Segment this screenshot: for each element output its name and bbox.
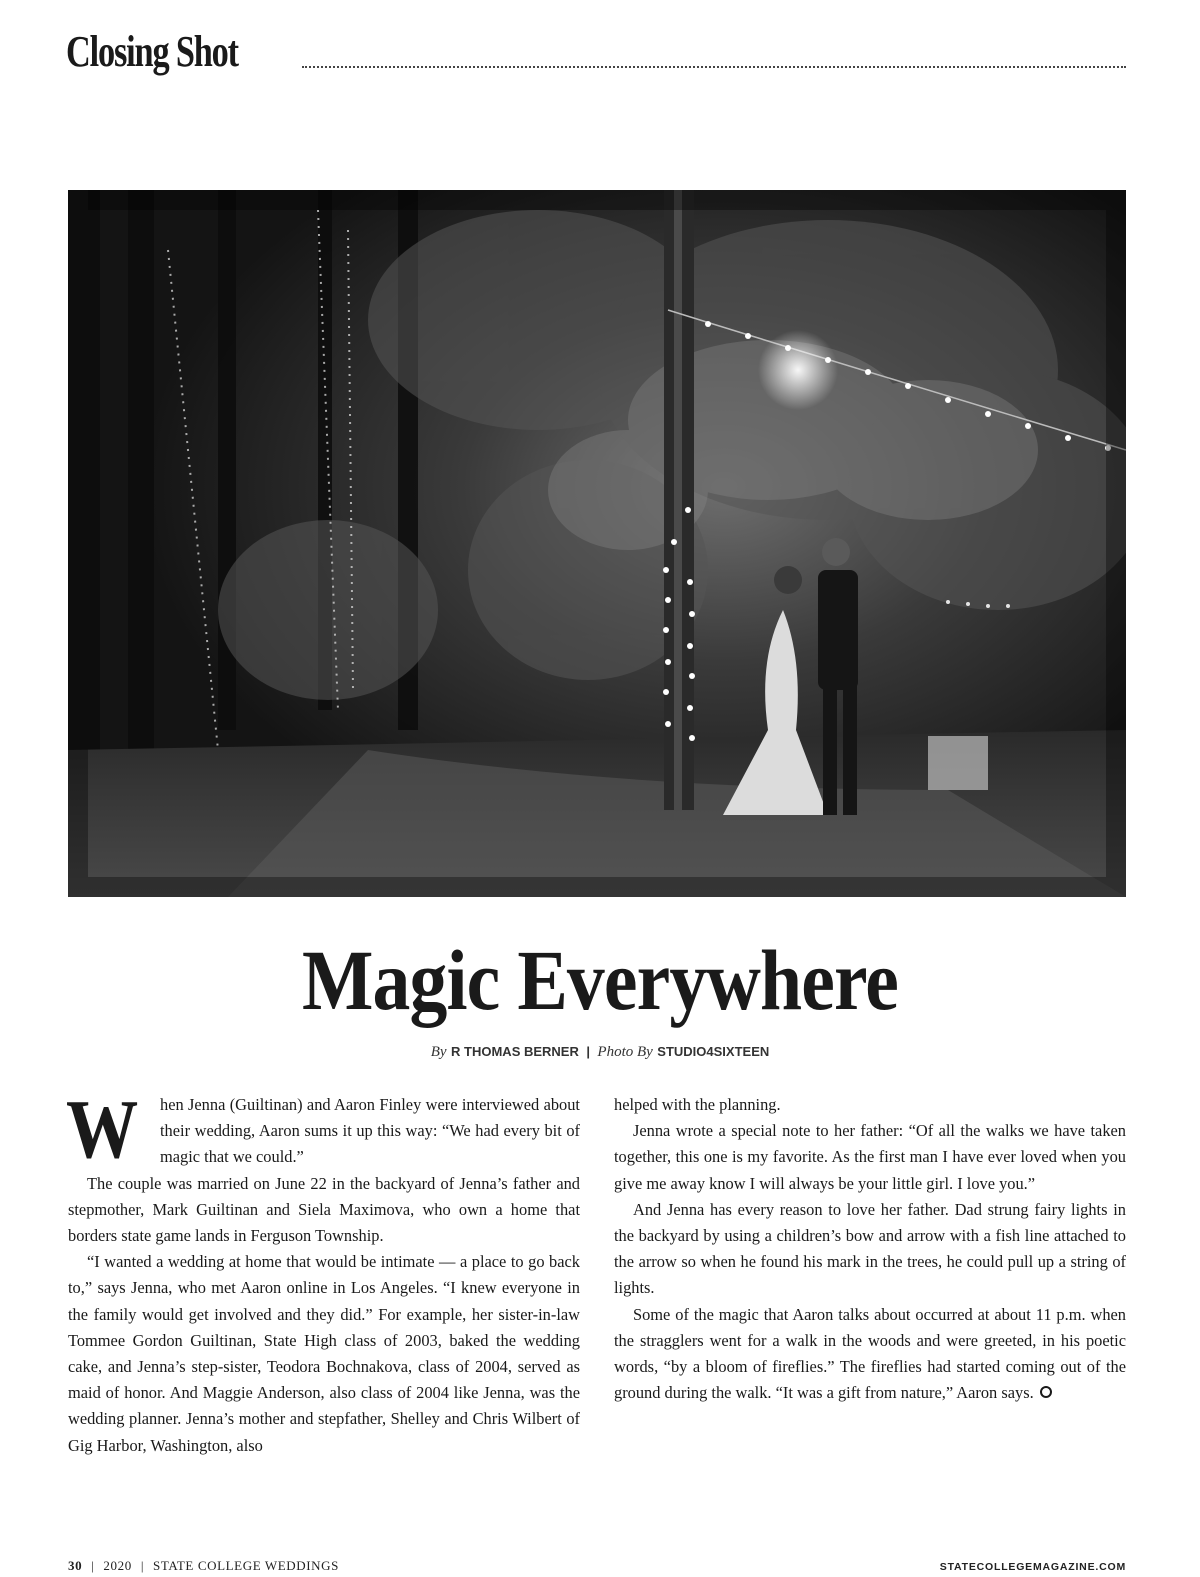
paragraph-text: Some of the magic that Aaron talks about occurred at about 11 p.m. when the stragglers went for a walk in the woods and were greeted, in his poetic words, “by a bloom of fireflies.” The fireflies had started coming out of the ground during the walk. “It was a gift from nature,” Aaron says. (614, 1304, 1126, 1403)
article-column-left (66, 1083, 580, 1459)
article-paragraph (614, 1302, 1126, 1407)
article-paragraph: The couple was married on June 22 in the backyard of Jenna’s father and stepmother, Mark Guiltinan and Siela Maximova, who own a home that borders state game lands in Ferguson Township. (68, 1173, 580, 1246)
folio-year: 2020 (103, 1558, 132, 1573)
byline-author: R THOMAS BERNER (451, 1044, 579, 1059)
article-paragraph (66, 1083, 580, 1176)
drop-cap: W (66, 1083, 139, 1176)
article-paragraph: “I wanted a wedding at home that would be intimate — a place to go back to,” says Jenna, who met Aaron online in Los Angeles. “I knew everyone in the family would get involved and they did.” For example, her sister-in-law Tommee Gordon Guiltinan, State High class of 2003, baked the wedding cake, and Jenna’s step-sister, Teodora Bochnakova, class of 2004, served as maid of honor. And Maggie Anderson, also class of 2004 like Jenna, was the wedding planner. Jenna’s mother and stepfather, Shelley and Chris Wilbert of Gig Harbor, Washington, also (68, 1252, 580, 1455)
wedding-couple-dancing-photo (68, 190, 1126, 897)
article-paragraph: helped with the planning. (614, 1095, 781, 1114)
feature-photo (68, 190, 1126, 897)
folio-separator: | (140, 1558, 145, 1573)
website-url: STATECOLLEGEMAGAZINE.COM (939, 1561, 1126, 1573)
folio-separator: | (91, 1558, 95, 1573)
section-title: Closing Shot (66, 27, 238, 76)
article-paragraph: And Jenna has every reason to love her father. Dad strung fairy lights in the backyard by using a children’s bow and arrow with a fish line attached to the arrow so when he found his mark in the trees, he could pull up a string of lights. (614, 1199, 1126, 1298)
publication-name: STATE COLLEGE WEDDINGS (153, 1558, 339, 1573)
section-divider (302, 66, 1126, 68)
article-paragraph: Jenna wrote a special note to her father: “Of all the walks we have taken together, this one is my favorite. As the first man I have ever loved when you give me away know I will always be your little girl. I love you.” (614, 1121, 1126, 1193)
section-header (66, 24, 1126, 84)
byline (0, 1043, 1200, 1061)
end-mark-icon (1040, 1386, 1052, 1398)
page-number: 30 (68, 1558, 83, 1573)
article-column-right (614, 1092, 1126, 1406)
byline-separator: | (586, 1044, 590, 1059)
article-headline: Magic Everywhere (301, 932, 899, 1028)
byline-by-label: By (430, 1044, 447, 1060)
byline-photo-label: Photo By (597, 1044, 653, 1060)
page-folio (68, 1558, 339, 1574)
paragraph-text: hen Jenna (Guiltinan) and Aaron Finley were interviewed about their wedding, Aaron sums it up this way: “We had every bit of magic that we could.” (160, 1095, 580, 1167)
byline-photographer: STUDIO4SIXTEEN (657, 1044, 770, 1059)
